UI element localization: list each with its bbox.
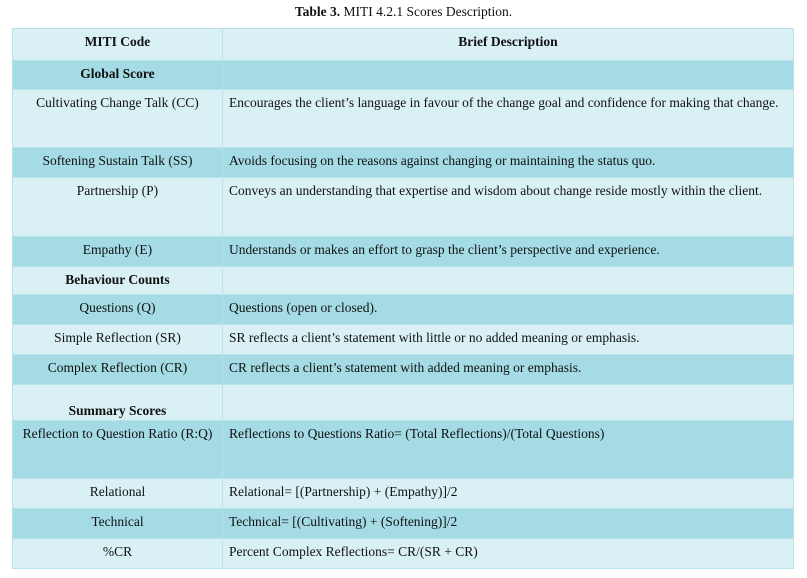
description-cell: Relational= [(Partnership) + (Empathy)]/2 bbox=[222, 479, 793, 509]
description-cell: Reflections to Questions Ratio= (Total Reflections)/(Total Questions) bbox=[222, 421, 793, 479]
section-row-global-score bbox=[13, 61, 794, 90]
code-cell: Technical bbox=[13, 509, 223, 539]
description-cell: Understands or makes an effort to grasp the client’s perspective and experience. bbox=[222, 237, 793, 267]
code-cell: Softening Sustain Talk (SS) bbox=[13, 148, 223, 178]
header-code: MITI Code bbox=[13, 29, 223, 61]
table-row bbox=[13, 479, 794, 509]
caption-label: Table 3. bbox=[294, 4, 341, 19]
code-cell: Empathy (E) bbox=[13, 237, 223, 267]
table-row bbox=[13, 421, 794, 479]
code-cell: Reflection to Question Ratio (R:Q) bbox=[13, 421, 223, 479]
section-row-behaviour-counts bbox=[13, 267, 794, 295]
table-row bbox=[13, 148, 794, 178]
table-row bbox=[13, 355, 794, 385]
code-cell: Partnership (P) bbox=[13, 178, 223, 237]
table-row bbox=[13, 90, 794, 148]
description-cell bbox=[222, 61, 793, 90]
description-cell bbox=[222, 267, 793, 295]
description-cell: Questions (open or closed). bbox=[222, 295, 793, 325]
table-row bbox=[13, 539, 794, 569]
description-cell: CR reflects a client’s statement with added meaning or emphasis. bbox=[222, 355, 793, 385]
code-cell: Questions (Q) bbox=[13, 295, 223, 325]
header-description: Brief Description bbox=[222, 29, 793, 61]
description-cell: SR reflects a client’s statement with little or no added meaning or emphasis. bbox=[222, 325, 793, 355]
code-cell: Cultivating Change Talk (CC) bbox=[13, 90, 223, 148]
description-cell: Percent Complex Reflections= CR/(SR + CR) bbox=[222, 539, 793, 569]
description-cell: Encourages the client’s language in favour of the change goal and confidence for making that change. bbox=[222, 90, 793, 148]
description-cell: Technical= [(Cultivating) + (Softening)]/2 bbox=[222, 509, 793, 539]
table-header-row bbox=[13, 29, 794, 61]
table-row bbox=[13, 295, 794, 325]
section-title: Global Score bbox=[13, 61, 223, 90]
table-row bbox=[13, 237, 794, 267]
section-title: Behaviour Counts bbox=[13, 267, 223, 295]
code-cell: Complex Reflection (CR) bbox=[13, 355, 223, 385]
section-title: Summary Scores bbox=[13, 385, 223, 421]
caption-text: MITI 4.2.1 Scores Description. bbox=[340, 4, 513, 19]
section-row-summary-scores bbox=[13, 385, 794, 421]
table-caption bbox=[0, 0, 807, 26]
table-row bbox=[13, 509, 794, 539]
table-row bbox=[13, 178, 794, 237]
code-cell: Relational bbox=[13, 479, 223, 509]
code-cell: %CR bbox=[13, 539, 223, 569]
description-cell: Conveys an understanding that expertise and wisdom about change reside mostly within the client. bbox=[222, 178, 793, 237]
code-cell: Simple Reflection (SR) bbox=[13, 325, 223, 355]
miti-scores-table bbox=[12, 28, 794, 569]
table-row bbox=[13, 325, 794, 355]
description-cell: Avoids focusing on the reasons against changing or maintaining the status quo. bbox=[222, 148, 793, 178]
description-cell bbox=[222, 385, 793, 421]
